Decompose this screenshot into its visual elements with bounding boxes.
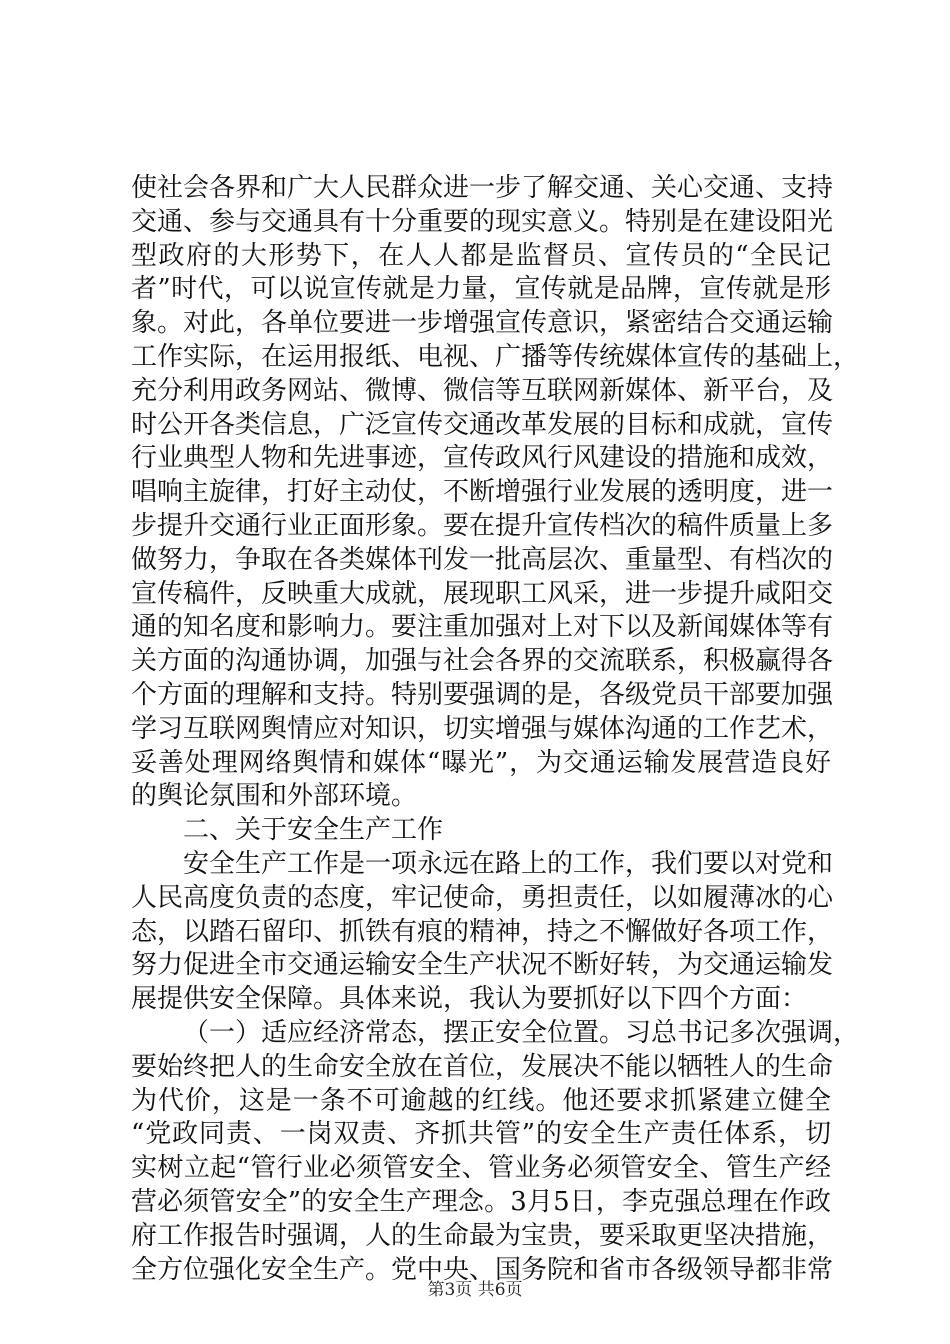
text-line: 人民高度负责的态度，牢记使命，勇担责任，以如履薄冰的心	[131, 882, 834, 913]
text-line: 关方面的沟通协调，加强与社会各界的交流联系，积极赢得各	[131, 646, 834, 677]
text-line: 妥善处理网络舆情和媒体“曝光”，为交通运输发展营造良好	[131, 747, 831, 778]
text-line: 营必须管安全”的安全生产理念。3月5日，李克强总理在作政	[131, 1186, 831, 1217]
text-line: 者”时代，可以说宣传就是力量，宣传就是品牌，宣传就是形	[131, 274, 831, 305]
text-line: 时公开各类信息，广泛宣传交通改革发展的目标和成就，宣传	[131, 409, 834, 440]
text-line: 个方面的理解和支持。特别要强调的是，各级党员干部要加强	[131, 679, 834, 710]
text-line: 为代价，这是一条不可逾越的红线。他还要求抓紧建立健全	[131, 1085, 831, 1116]
text-line: 要始终把人的生命安全放在首位，发展决不能以牺牲人的生命	[131, 1051, 834, 1082]
text-line: 充分利用政务网站、微博、微信等互联网新媒体、新平台，及	[131, 375, 834, 406]
text-line: 全方位强化安全生产。党中央、国务院和省市各级领导都非常	[131, 1254, 834, 1285]
text-line: 通的知名度和影响力。要注重加强对上对下以及新闻媒体等有	[131, 612, 834, 643]
paragraph-end-line: 展提供安全保障。具体来说，我认为要抓好以下四个方面：	[131, 984, 808, 1015]
text-line: 交通、参与交通具有十分重要的现实意义。特别是在建设阳光	[131, 206, 834, 237]
text-line: 唱响主旋律，打好主动仗，不断增强行业发展的透明度，进一	[131, 477, 834, 508]
text-line: 型政府的大形势下，在人人都是监督员、宣传员的“全民记	[131, 240, 831, 271]
text-line: 学习互联网舆情应对知识，切实增强与媒体沟通的工作艺术，	[131, 713, 834, 744]
text-line: 使社会各界和广大人民群众进一步了解交通、关心交通、支持	[131, 173, 834, 203]
text-line: 工作实际，在运用报纸、电视、广播等传统媒体宣传的基础上，	[131, 341, 860, 372]
text-line: 行业典型人物和先进事迹，宣传政风行风建设的措施和成效，	[131, 443, 834, 474]
text-line: 做努力，争取在各类媒体刊发一批高层次、重量型、有档次的	[131, 544, 834, 575]
text-line: 态，以踏石留印、抓铁有痕的精神，持之不懈做好各项工作，	[131, 916, 834, 947]
page-number-footer: 第3页 共6页	[427, 1280, 523, 1300]
section-heading: 二、关于安全生产工作	[183, 815, 444, 846]
text-line: 府工作报告时强调，人的生命最为宝贵，要采取更坚决措施，	[131, 1220, 834, 1251]
text-line: “党政同责、一岗双责、齐抓共管”的安全生产责任体系，切	[131, 1119, 831, 1150]
text-line: 宣传稿件，反映重大成就，展现职工风采，进一步提升咸阳交	[131, 578, 834, 609]
paragraph-first-line: （一）适应经济常态，摆正安全位置。习总书记多次强调，	[183, 1017, 860, 1048]
text-line: 努力促进全市交通运输安全生产状况不断好转，为交通运输发	[131, 950, 834, 981]
paragraph-first-line: 安全生产工作是一项永远在路上的工作，我们要以对党和	[183, 848, 834, 879]
text-line: 实树立起“管行业必须管安全、管业务必须管安全、管生产经	[131, 1153, 831, 1184]
text-line: 象。对此，各单位要进一步增强宣传意识，紧密结合交通运输	[131, 308, 834, 339]
paragraph-end-line: 的舆论氛围和外部环境。	[131, 781, 418, 812]
body-text	[131, 172, 860, 1287]
text-line: 步提升交通行业正面形象。要在提升宣传档次的稿件质量上多	[131, 510, 834, 541]
